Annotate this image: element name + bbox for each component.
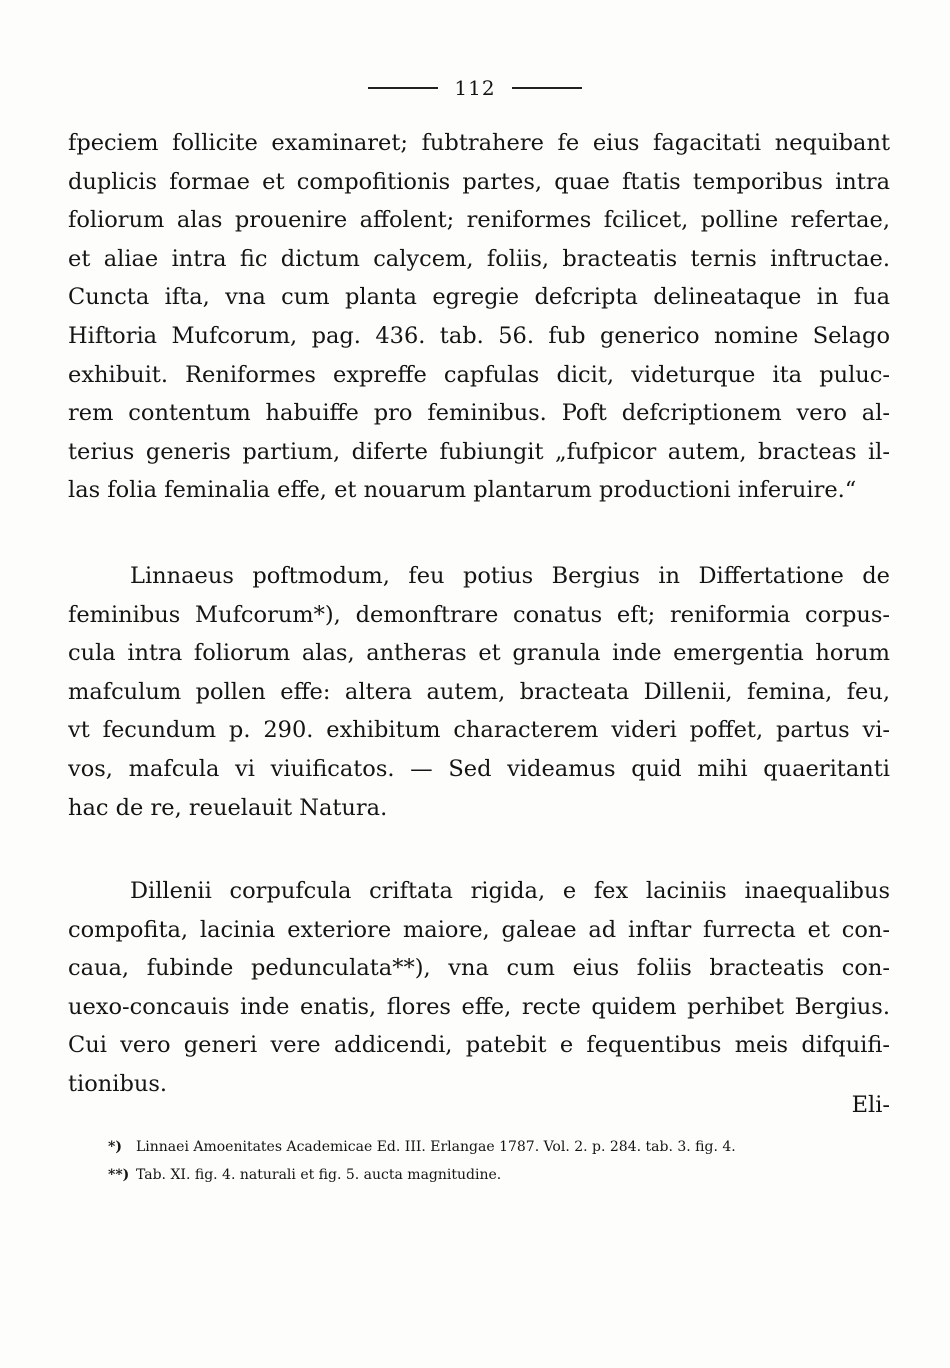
text-line: cula intra foliorum alas, antheras et granula inde emergentia horum bbox=[68, 640, 890, 667]
page-number: 112 bbox=[454, 76, 496, 100]
text-line: et aliae intra fic dictum calycem, foliis, bracteatis ternis inftructae. bbox=[68, 245, 890, 272]
footnote-mark: *) bbox=[108, 1139, 122, 1155]
text-line: Cui vero generi vere addicendi, patebit e fequentibus meis difquifi- bbox=[68, 1032, 890, 1059]
footnote-2 bbox=[108, 1162, 868, 1188]
footnote-text: Linnaei Amoenitates Academicae Ed. III. Erlangae 1787. Vol. 2. p. 284. tab. 3. fig. 4. bbox=[136, 1139, 736, 1155]
text-line: caua, fubinde pedunculata**), vna cum eius foliis bracteatis con- bbox=[68, 955, 890, 982]
text-line: Dillenii corpufcula criftata rigida, e fex laciniis inaequalibus bbox=[130, 878, 890, 904]
paragraph-1 bbox=[68, 124, 890, 510]
header-rule-right bbox=[512, 87, 582, 89]
text-line: exhibuit. Reniformes expreffe capfulas dicit, videturque ita puluc- bbox=[68, 361, 890, 388]
page-header bbox=[0, 76, 950, 100]
catchword: Eli- bbox=[851, 1092, 890, 1118]
text-line: compofita, lacinia exteriore maiore, galeae ad inftar furrecta et con- bbox=[68, 916, 890, 943]
text-line: mafculum pollen effe: altera autem, bracteata Dillenii, femina, feu, bbox=[68, 678, 890, 705]
text-line: Hiftoria Mufcorum, pag. 436. tab. 56. fub generico nomine Selago bbox=[68, 322, 890, 349]
paragraph-3 bbox=[68, 872, 890, 1104]
text-line: rem contentum habuiffe pro feminibus. Poft defcriptionem vero al- bbox=[68, 400, 890, 427]
text-line: uexo-concauis inde enatis, flores effe, recte quidem perhibet Bergius. bbox=[68, 993, 890, 1020]
text-line: hac de re, reuelauit Natura. bbox=[68, 794, 388, 821]
text-line: vt fecundum p. 290. exhibitum characterem videri poffet, partus vi- bbox=[68, 717, 890, 744]
text-line: vos, mafcula vi viuificatos. — Sed videamus quid mihi quaeritanti bbox=[68, 755, 890, 782]
text-line: terius generis partium, diferte fubiungit „fufpicor autem, bracteas il- bbox=[68, 438, 890, 465]
text-line: las folia feminalia effe, et nouarum plantarum productioni inferuire.“ bbox=[68, 477, 857, 504]
text-line: Linnaeus poftmodum, feu potius Bergius in Differtatione de bbox=[130, 563, 890, 589]
header-rule-left bbox=[368, 87, 438, 89]
text-line: fpeciem follicite examinaret; fubtrahere fe eius fagacitati nequibant bbox=[68, 130, 890, 156]
paragraph-2 bbox=[68, 557, 890, 827]
footnote-1 bbox=[108, 1134, 868, 1160]
text-line: tionibus. bbox=[68, 1070, 168, 1097]
text-line: foliorum alas prouenire affolent; reniformes fcilicet, polline refertae, bbox=[68, 207, 890, 234]
footnote-text: Tab. XI. fig. 4. naturali et fig. 5. aucta magnitudine. bbox=[136, 1167, 502, 1183]
footnote-mark: **) bbox=[108, 1167, 130, 1183]
text-line: Cuncta ifta, vna cum planta egregie defcripta delineataque in fua bbox=[68, 284, 890, 311]
text-line: feminibus Mufcorum*), demonftrare conatus eft; reniformia corpus- bbox=[68, 601, 890, 628]
text-line: duplicis formae et compofitionis partes, quae ftatis temporibus intra bbox=[68, 168, 890, 195]
